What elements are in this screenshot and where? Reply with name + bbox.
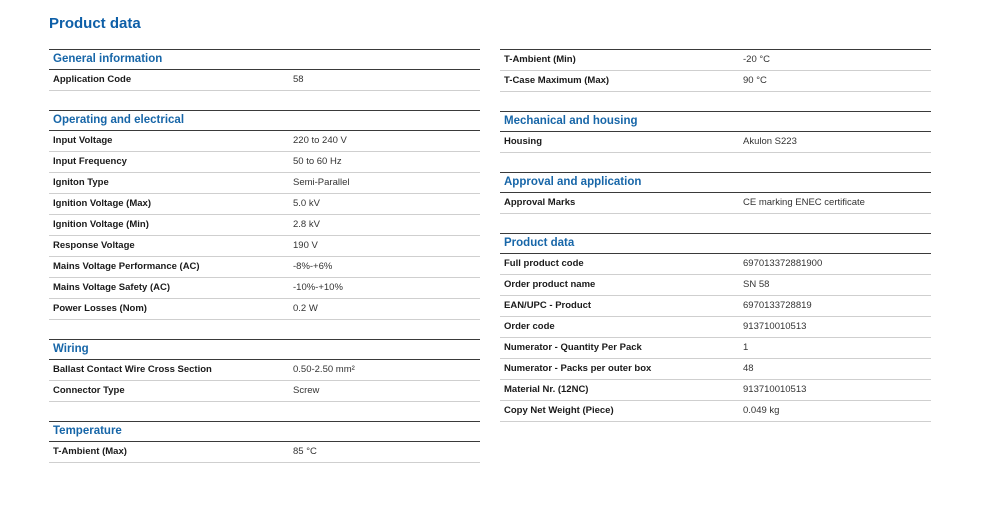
table-row <box>500 380 931 401</box>
row-label: Mains Voltage Performance (AC) <box>53 261 200 272</box>
row-label: Mains Voltage Safety (AC) <box>53 282 171 293</box>
row-label: Numerator - Quantity Per Pack <box>504 342 642 353</box>
row-label: Connector Type <box>53 385 125 396</box>
row-value: 85 °C <box>293 446 317 457</box>
row-value: 220 to 240 V <box>293 135 347 146</box>
row-value: 190 V <box>293 240 318 251</box>
section-approval-application <box>500 172 931 214</box>
row-value: 913710010513 <box>743 384 807 395</box>
row-label: Igniton Type <box>53 177 109 188</box>
row-label: EAN/UPC - Product <box>504 300 592 311</box>
table-row <box>49 152 480 173</box>
row-label: Order product name <box>504 279 596 290</box>
section-wiring <box>49 339 480 402</box>
row-value: 913710010513 <box>743 321 807 332</box>
table-row <box>500 296 931 317</box>
row-label: Power Losses (Nom) <box>53 303 147 314</box>
row-value: 0.2 W <box>293 303 318 314</box>
row-value: -10%-+10% <box>293 282 343 293</box>
row-label: Input Frequency <box>53 156 127 167</box>
row-label: Material Nr. (12NC) <box>504 384 589 395</box>
right-column <box>500 49 931 422</box>
table-row <box>500 254 931 275</box>
section-product-data <box>500 233 931 422</box>
table-row <box>49 173 480 194</box>
row-value: SN 58 <box>743 279 770 290</box>
row-label: Housing <box>504 136 542 147</box>
row-label: Input Voltage <box>53 135 113 146</box>
row-label: Approval Marks <box>504 197 576 208</box>
section-heading: Wiring <box>49 340 480 360</box>
row-label: T-Case Maximum (Max) <box>504 75 610 86</box>
table-row <box>49 70 480 91</box>
row-value: 90 °C <box>743 75 767 86</box>
table-row <box>500 275 931 296</box>
section-general-information <box>49 49 480 91</box>
page-title: Product data <box>49 15 141 32</box>
row-label: Full product code <box>504 258 584 269</box>
table-row <box>500 71 931 92</box>
row-value: Semi-Parallel <box>293 177 350 188</box>
row-value: 2.8 kV <box>293 219 320 230</box>
row-value: -20 °C <box>743 54 771 65</box>
row-value: 1 <box>743 342 749 353</box>
section-temperature <box>49 421 480 463</box>
row-label: Ignition Voltage (Min) <box>53 219 149 230</box>
table-row <box>49 381 480 402</box>
table-row <box>500 317 931 338</box>
section-operating-electrical <box>49 110 480 320</box>
left-column <box>49 49 480 463</box>
row-value: 6970133728819 <box>743 300 812 311</box>
section-heading: Mechanical and housing <box>500 112 931 132</box>
row-value: 697013372881900 <box>743 258 823 269</box>
row-label: T-Ambient (Min) <box>504 54 576 65</box>
table-row <box>49 442 480 463</box>
table-row <box>49 278 480 299</box>
table-row <box>49 131 480 152</box>
row-label: T-Ambient (Max) <box>53 446 127 457</box>
section-heading: Product data <box>500 234 931 254</box>
row-label: Ignition Voltage (Max) <box>53 198 151 209</box>
row-value: Screw <box>293 385 320 396</box>
table-row <box>49 236 480 257</box>
table-row <box>49 299 480 320</box>
row-value: Akulon S223 <box>743 136 797 147</box>
section-heading: General information <box>49 50 480 70</box>
row-value: 58 <box>293 74 304 85</box>
table-row <box>500 401 931 422</box>
row-value: 5.0 kV <box>293 198 320 209</box>
row-label: Response Voltage <box>53 240 135 251</box>
row-value: 0.50-2.50 mm² <box>293 364 355 375</box>
row-value: 0.049 kg <box>743 405 780 416</box>
section-heading: Approval and application <box>500 173 931 193</box>
section-heading: Temperature <box>49 422 480 442</box>
section-heading: Operating and electrical <box>49 111 480 131</box>
row-label: Numerator - Packs per outer box <box>504 363 652 374</box>
table-row <box>500 193 931 214</box>
row-label: Application Code <box>53 74 132 85</box>
table-row <box>49 360 480 381</box>
row-label: Order code <box>504 321 555 332</box>
section-temperature-continued <box>500 49 931 92</box>
row-value: 50 to 60 Hz <box>293 156 342 167</box>
table-row <box>500 359 931 380</box>
table-row <box>49 215 480 236</box>
row-value: 48 <box>743 363 754 374</box>
table-row <box>49 194 480 215</box>
section-mechanical-housing <box>500 111 931 153</box>
table-row <box>49 257 480 278</box>
table-row <box>500 132 931 153</box>
table-row <box>500 338 931 359</box>
table-row <box>500 50 931 71</box>
row-label: Ballast Contact Wire Cross Section <box>53 364 212 375</box>
row-label: Copy Net Weight (Piece) <box>504 405 614 416</box>
row-value: -8%-+6% <box>293 261 333 272</box>
row-value: CE marking ENEC certificate <box>743 197 865 208</box>
